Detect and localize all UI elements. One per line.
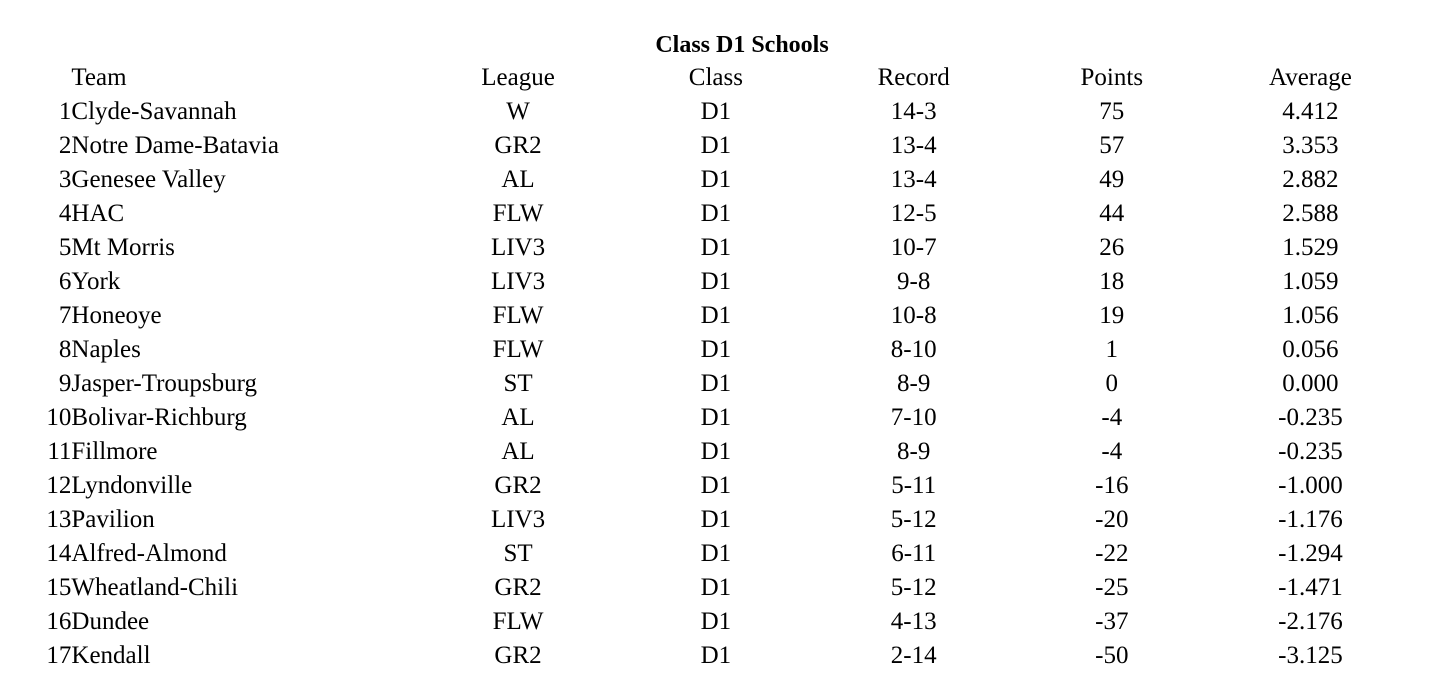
cell-points: 26 (1099, 234, 1125, 261)
cell-league: FLW (492, 200, 544, 227)
header-points: Points (1080, 64, 1144, 91)
cell-points: -37 (1095, 608, 1129, 635)
cell-team: Honeoye (71, 302, 162, 329)
header-class: Class (688, 64, 743, 91)
cell-record: 10-8 (890, 302, 937, 329)
cell-average: -0.235 (1278, 438, 1343, 465)
cell-league: AL (501, 438, 535, 465)
cell-rank: 8 (58, 336, 72, 363)
cell-class: D1 (700, 132, 732, 159)
cell-class: D1 (700, 642, 732, 669)
cell-average: 1.059 (1282, 268, 1339, 295)
header-league: League (481, 64, 555, 91)
cell-record: 5-12 (890, 574, 937, 601)
table-row (40, 333, 1456, 367)
cell-league: AL (501, 166, 535, 193)
cell-points: 18 (1099, 268, 1125, 295)
cell-record: 4-13 (890, 608, 937, 635)
header-rank (40, 61, 71, 95)
cell-class: D1 (700, 336, 732, 363)
table-row (40, 197, 1456, 231)
table-row (40, 639, 1456, 673)
cell-league: GR2 (494, 574, 542, 601)
cell-average: -0.235 (1278, 404, 1343, 431)
cell-team: Kendall (71, 642, 151, 669)
cell-team: Mt Morris (71, 234, 175, 261)
cell-class: D1 (700, 540, 732, 567)
cell-points: -22 (1095, 540, 1129, 567)
cell-team: Clyde-Savannah (71, 98, 237, 125)
cell-league: W (506, 98, 530, 125)
cell-class: D1 (700, 472, 732, 499)
cell-average: 1.056 (1282, 302, 1339, 329)
cell-rank: 9 (58, 370, 72, 397)
cell-record: 13-4 (890, 166, 937, 193)
cell-league: LIV3 (490, 268, 546, 295)
cell-rank: 10 (46, 404, 72, 431)
cell-class: D1 (700, 302, 732, 329)
table-row (40, 605, 1456, 639)
cell-rank: 14 (46, 540, 72, 567)
cell-team: Alfred-Almond (71, 540, 227, 567)
cell-class: D1 (700, 608, 732, 635)
table-row (40, 469, 1456, 503)
cell-league: FLW (492, 302, 544, 329)
cell-team: Dundee (71, 608, 150, 635)
cell-league: ST (503, 370, 533, 397)
table-row (40, 265, 1456, 299)
table-row (40, 231, 1456, 265)
cell-record: 8-10 (890, 336, 937, 363)
cell-class: D1 (700, 234, 732, 261)
cell-record: 14-3 (890, 98, 937, 125)
cell-team: Lyndonville (71, 472, 193, 499)
cell-record: 5-11 (891, 472, 937, 499)
cell-league: LIV3 (490, 234, 546, 261)
cell-points: -4 (1101, 438, 1123, 465)
cell-league: GR2 (494, 642, 542, 669)
cell-points: 75 (1099, 98, 1125, 125)
table-row (40, 537, 1456, 571)
cell-average: -1.000 (1278, 472, 1343, 499)
cell-points: -4 (1101, 404, 1123, 431)
cell-points: 49 (1099, 166, 1125, 193)
cell-rank: 13 (46, 506, 72, 533)
cell-class: D1 (700, 200, 732, 227)
cell-league: FLW (492, 608, 544, 635)
cell-rank: 7 (58, 302, 72, 329)
table-row (40, 401, 1456, 435)
cell-class: D1 (700, 506, 732, 533)
cell-team: Jasper-Troupsburg (71, 370, 258, 397)
cell-team: Pavilion (71, 506, 155, 533)
cell-average: 0.056 (1282, 336, 1339, 363)
cell-class: D1 (700, 166, 732, 193)
cell-average: 0.000 (1282, 370, 1339, 397)
cell-points: 19 (1099, 302, 1125, 329)
cell-record: 8-9 (897, 370, 931, 397)
cell-average: 3.353 (1282, 132, 1339, 159)
cell-rank: 12 (46, 472, 72, 499)
cell-team: Genesee Valley (71, 166, 226, 193)
cell-league: FLW (492, 336, 544, 363)
table-row (40, 129, 1456, 163)
cell-points: 44 (1099, 200, 1125, 227)
table-row (40, 95, 1456, 129)
table-row (40, 367, 1456, 401)
cell-rank: 11 (47, 438, 72, 465)
cell-team: Notre Dame-Batavia (71, 132, 279, 159)
table-row (40, 299, 1456, 333)
cell-rank: 16 (46, 608, 72, 635)
standings-table (40, 61, 1456, 673)
cell-average: -1.294 (1278, 540, 1343, 567)
cell-average: 2.588 (1282, 200, 1339, 227)
header-team: Team (71, 64, 127, 91)
table-header (40, 61, 1456, 95)
cell-team: Fillmore (71, 438, 158, 465)
table-row (40, 571, 1456, 605)
header-record: Record (877, 64, 950, 91)
cell-league: AL (501, 404, 535, 431)
cell-points: 57 (1099, 132, 1125, 159)
page-title: Class D1 Schools (655, 32, 829, 58)
cell-class: D1 (700, 268, 732, 295)
cell-average: -1.471 (1278, 574, 1343, 601)
cell-class: D1 (700, 574, 732, 601)
cell-team: York (71, 268, 121, 295)
cell-team: Bolivar-Richburg (71, 404, 247, 431)
header-average: Average (1269, 64, 1352, 91)
cell-league: GR2 (494, 132, 542, 159)
cell-record: 5-12 (890, 506, 937, 533)
cell-class: D1 (700, 98, 732, 125)
cell-record: 12-5 (890, 200, 937, 227)
cell-rank: 15 (46, 574, 72, 601)
cell-class: D1 (700, 438, 732, 465)
table-row (40, 163, 1456, 197)
cell-rank: 1 (58, 98, 72, 125)
cell-average: 1.529 (1282, 234, 1339, 261)
cell-rank: 2 (58, 132, 72, 159)
cell-record: 8-9 (897, 438, 931, 465)
cell-average: 2.882 (1282, 166, 1339, 193)
cell-record: 13-4 (890, 132, 937, 159)
cell-record: 9-8 (897, 268, 931, 295)
cell-league: GR2 (494, 472, 542, 499)
cell-points: -25 (1095, 574, 1129, 601)
cell-record: 10-7 (890, 234, 937, 261)
cell-points: -16 (1095, 472, 1129, 499)
cell-points: -20 (1095, 506, 1129, 533)
cell-points: -50 (1095, 642, 1129, 669)
cell-average: -3.125 (1278, 642, 1343, 669)
table-body (40, 95, 1456, 673)
cell-league: ST (503, 540, 533, 567)
cell-rank: 6 (58, 268, 72, 295)
cell-rank: 3 (58, 166, 72, 193)
cell-average: -2.176 (1278, 608, 1343, 635)
header-row (40, 61, 1456, 95)
cell-record: 2-14 (890, 642, 937, 669)
cell-rank: 5 (58, 234, 72, 261)
cell-team: Wheatland-Chili (71, 574, 239, 601)
cell-record: 7-10 (890, 404, 937, 431)
cell-rank: 4 (58, 200, 72, 227)
cell-average: 4.412 (1282, 98, 1339, 125)
cell-class: D1 (700, 370, 732, 397)
cell-class: D1 (700, 404, 732, 431)
table-row (40, 503, 1456, 537)
cell-points: 1 (1105, 336, 1119, 363)
cell-record: 6-11 (891, 540, 937, 567)
cell-league: LIV3 (490, 506, 546, 533)
table-row (40, 435, 1456, 469)
cell-team: Naples (71, 336, 141, 363)
cell-rank: 17 (46, 642, 72, 669)
cell-team: HAC (71, 200, 125, 227)
cell-average: -1.176 (1278, 506, 1343, 533)
cell-points: 0 (1105, 370, 1119, 397)
